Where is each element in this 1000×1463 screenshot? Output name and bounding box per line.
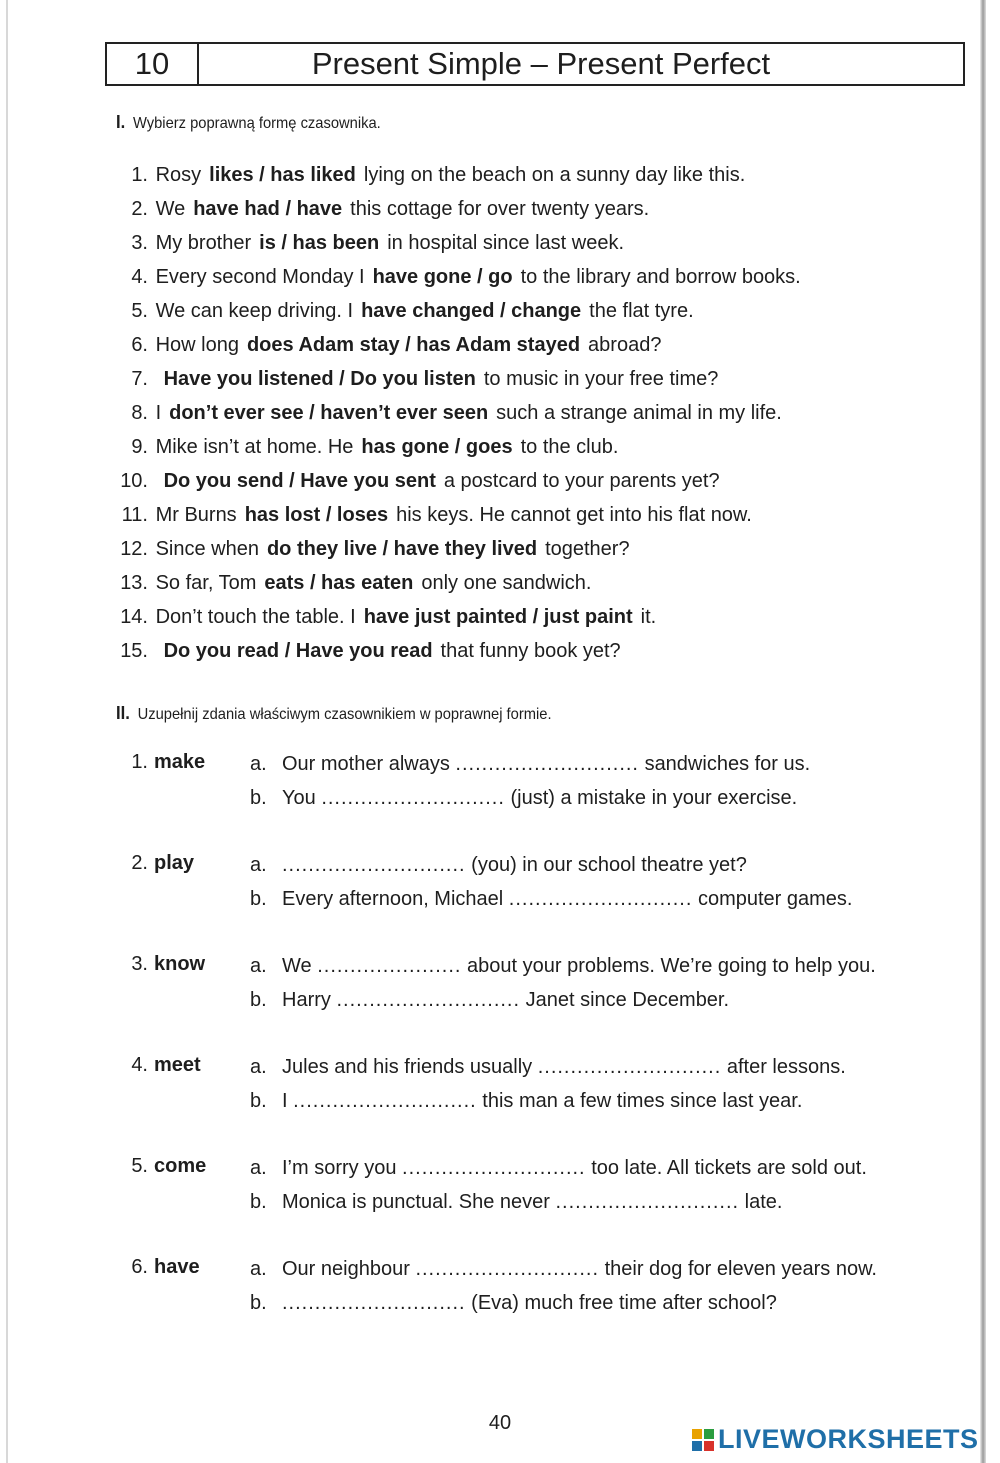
section-2-roman: II. — [116, 703, 130, 723]
sentence-b — [250, 882, 852, 916]
answer-blank[interactable]: ............................ — [415, 1258, 600, 1280]
sentence-letter: a. — [250, 1056, 267, 1078]
sentence-start: I — [155, 402, 162, 424]
verb-word: have — [154, 1256, 200, 1278]
sentence-a — [250, 1050, 846, 1084]
sentence-letter: a. — [250, 1258, 267, 1280]
exercise-2-group — [110, 846, 970, 947]
sentence-start: Our neighbour — [282, 1258, 410, 1280]
verb-choice[interactable]: has gone / goes — [361, 436, 513, 458]
answer-blank[interactable]: ............................ — [508, 888, 693, 910]
sentence-end: lying on the beach on a sunny day like this. — [363, 164, 746, 186]
sentence-b — [250, 983, 729, 1017]
answer-blank[interactable]: ............................ — [537, 1056, 722, 1078]
unit-number: 10 — [107, 44, 199, 84]
logo-square — [704, 1441, 714, 1451]
verb-choice[interactable]: Have you listened / Do you listen — [163, 368, 476, 390]
sentence-end: together? — [545, 538, 630, 560]
verb-choice[interactable]: do they live / have they lived — [266, 538, 538, 560]
logo-text: LIVEWORKSHEETS — [718, 1424, 979, 1454]
section-1-instruction — [116, 112, 381, 133]
group-number: 4. — [131, 1054, 148, 1076]
exercise-1-item — [110, 260, 890, 294]
sentence-a — [250, 1252, 877, 1286]
sentence-end: late. — [744, 1191, 783, 1213]
group-number: 2. — [131, 852, 148, 874]
sentence-start: Since when — [155, 538, 259, 560]
sentence-end: in hospital since last week. — [387, 232, 625, 254]
sentence-b — [250, 781, 797, 815]
sentence-end: his keys. He cannot get into his flat now. — [396, 504, 752, 526]
item-number: 5. — [131, 300, 148, 322]
sentence-start: We — [282, 955, 312, 977]
verb-word: come — [154, 1155, 207, 1177]
item-number: 6. — [131, 334, 148, 356]
sentence-b — [250, 1286, 777, 1320]
verb-label — [110, 1048, 201, 1082]
sentence-end: after lessons. — [726, 1056, 846, 1078]
exercise-1-item — [110, 498, 890, 532]
sentence-letter: b. — [250, 989, 267, 1011]
answer-blank[interactable]: ............................ — [282, 1292, 466, 1314]
item-number: 3. — [131, 232, 148, 254]
group-number: 5. — [131, 1155, 148, 1177]
verb-label — [110, 947, 205, 981]
sentence-start: We can keep driving. I — [155, 300, 354, 322]
item-number: 10. — [120, 470, 148, 492]
sentence-end: (just) a mistake in your exercise. — [510, 787, 798, 809]
sentence-end: such a strange animal in my life. — [496, 402, 782, 424]
exercise-1-item — [110, 464, 890, 498]
group-number: 6. — [131, 1256, 148, 1278]
section-1-instruction-text: Wybierz poprawną formę czasownika. — [132, 115, 381, 132]
verb-choice[interactable]: have had / have — [193, 198, 343, 220]
sentence-end: sandwiches for us. — [644, 753, 811, 775]
sentence-start: So far, Tom — [155, 572, 257, 594]
sentence-start: Jules and his friends usually — [282, 1056, 533, 1078]
verb-label — [110, 1250, 200, 1284]
sentence-a — [250, 1151, 867, 1185]
sentence-start: Monica is punctual. She never — [282, 1191, 550, 1213]
exercise-1-item — [110, 328, 890, 362]
scan-edge-right — [980, 0, 986, 1463]
sentence-start: Every afternoon, Michael — [282, 888, 504, 910]
group-number: 3. — [131, 953, 148, 975]
sentence-end: only one sandwich. — [421, 572, 592, 594]
item-number: 11. — [121, 504, 148, 526]
item-number: 9. — [131, 436, 148, 458]
verb-choice[interactable]: have gone / go — [372, 266, 513, 288]
page-number: 40 — [488, 1412, 512, 1434]
exercise-1-item — [110, 294, 890, 328]
sentence-end: Janet since December. — [525, 989, 730, 1011]
sentence-letter: a. — [250, 753, 267, 775]
sentence-end: to music in your free time? — [483, 368, 719, 390]
verb-choice[interactable]: don’t ever see / haven’t ever seen — [169, 402, 489, 424]
sentence-start: You — [282, 787, 316, 809]
sentence-end: (you) in our school theatre yet? — [471, 854, 747, 876]
verb-label — [110, 745, 205, 779]
unit-header — [105, 42, 965, 86]
item-number: 1. — [131, 164, 148, 186]
sentence-end: this cottage for over twenty years. — [350, 198, 650, 220]
verb-choice[interactable]: have changed / change — [361, 300, 582, 322]
scan-edge-left — [6, 0, 8, 1463]
exercise-1-item — [110, 566, 890, 600]
sentence-a — [250, 848, 747, 882]
exercise-1-item — [110, 600, 890, 634]
answer-blank[interactable]: ............................ — [282, 854, 466, 876]
sentence-a — [250, 949, 876, 983]
section-2-instruction-text: Uzupełnij zdania właściwym czasownikiem w poprawnej formie. — [137, 706, 552, 723]
logo-square — [692, 1441, 702, 1451]
sentence-start: Every second Monday I — [155, 266, 365, 288]
sentence-start: My brother — [155, 232, 252, 254]
exercise-2-group — [110, 947, 970, 1048]
sentence-b — [250, 1185, 782, 1219]
exercise-2-group — [110, 745, 970, 846]
item-number: 14. — [120, 606, 148, 628]
sentence-end: abroad? — [588, 334, 662, 356]
sentence-start: Mike isn’t at home. He — [155, 436, 354, 458]
answer-blank[interactable]: ............................ — [402, 1157, 586, 1179]
answer-blank[interactable]: ............................ — [336, 989, 521, 1011]
sentence-start: Rosy — [155, 164, 202, 186]
logo-squares-icon — [692, 1429, 714, 1451]
sentence-end: the flat tyre. — [589, 300, 694, 322]
sentence-end: to the library and borrow books. — [520, 266, 801, 288]
exercise-2-group — [110, 1250, 970, 1351]
verb-choice[interactable]: does Adam stay / has Adam stayed — [246, 334, 581, 356]
item-number: 15. — [120, 640, 148, 662]
verb-choice[interactable]: have just painted / just paint — [363, 606, 633, 628]
sentence-end: their dog for eleven years now. — [604, 1258, 877, 1280]
exercise-2-group — [110, 1149, 970, 1250]
verb-choice[interactable]: likes / has liked — [209, 164, 356, 186]
exercise-1-item — [110, 396, 890, 430]
exercise-1-item — [110, 430, 890, 464]
exercise-1-item — [110, 362, 890, 396]
unit-title: Present Simple – Present Perfect — [311, 46, 771, 81]
sentence-letter: a. — [250, 1157, 267, 1179]
item-number: 13. — [120, 572, 148, 594]
section-2-instruction — [116, 703, 552, 724]
sentence-letter: b. — [250, 1191, 267, 1213]
logo-square — [692, 1429, 702, 1439]
item-number: 4. — [131, 266, 148, 288]
item-number: 8. — [131, 402, 148, 424]
answer-blank[interactable]: ...................... — [317, 955, 462, 977]
sentence-a — [250, 747, 810, 781]
group-number: 1. — [131, 751, 148, 773]
item-number: 12. — [120, 538, 148, 560]
sentence-start: Harry — [282, 989, 331, 1011]
verb-choice[interactable]: Do you send / Have you sent — [163, 470, 436, 492]
verb-choice[interactable]: is / has been — [259, 232, 380, 254]
sentence-end: to the club. — [520, 436, 619, 458]
sentence-end: too late. All tickets are sold out. — [591, 1157, 867, 1179]
item-number: 2. — [131, 198, 148, 220]
sentence-letter: b. — [250, 1292, 267, 1314]
verb-choice[interactable]: eats / has eaten — [264, 572, 414, 594]
sentence-end: (Eva) much free time after school? — [471, 1292, 777, 1314]
sentence-letter: b. — [250, 1090, 267, 1112]
answer-blank[interactable]: ............................ — [293, 1090, 477, 1112]
exercise-2-list — [110, 745, 970, 1351]
verb-choice[interactable]: has lost / loses — [244, 504, 389, 526]
exercise-1-item — [110, 158, 890, 192]
verb-word: play — [154, 852, 195, 874]
exercise-1-list — [110, 158, 890, 668]
sentence-start: I’m sorry you — [282, 1157, 397, 1179]
answer-blank[interactable]: ............................ — [455, 753, 639, 775]
sentence-letter: a. — [250, 955, 267, 977]
verb-word: make — [154, 751, 206, 773]
item-number: 7. — [131, 368, 148, 390]
sentence-start: Don’t touch the table. I — [155, 606, 356, 628]
exercise-1-item — [110, 532, 890, 566]
verb-label — [110, 846, 194, 880]
exercise-1-item — [110, 634, 890, 668]
answer-blank[interactable]: ............................ — [321, 787, 505, 809]
sentence-end: it. — [640, 606, 657, 628]
verb-choice[interactable]: Do you read / Have you read — [163, 640, 433, 662]
sentence-letter: b. — [250, 888, 267, 910]
sentence-end: computer games. — [697, 888, 853, 910]
sentence-letter: b. — [250, 787, 267, 809]
verb-word: meet — [154, 1054, 201, 1076]
verb-label — [110, 1149, 206, 1183]
liveworksheets-logo — [692, 1424, 979, 1455]
exercise-1-item — [110, 226, 890, 260]
sentence-start: Our mother always — [282, 753, 450, 775]
sentence-letter: a. — [250, 854, 267, 876]
exercise-1-item — [110, 192, 890, 226]
sentence-start: We — [155, 198, 186, 220]
sentence-end: that funny book yet? — [440, 640, 621, 662]
sentence-end: a postcard to your parents yet? — [443, 470, 720, 492]
sentence-end: this man a few times since last year. — [482, 1090, 803, 1112]
logo-square — [704, 1429, 714, 1439]
sentence-end: about your problems. We’re going to help you. — [467, 955, 876, 977]
sentence-start: How long — [155, 334, 239, 356]
section-1-roman: I. — [116, 112, 126, 132]
sentence-b — [250, 1084, 802, 1118]
verb-word: know — [154, 953, 206, 975]
sentence-start: I — [282, 1090, 288, 1112]
answer-blank[interactable]: ............................ — [555, 1191, 740, 1213]
sentence-start: Mr Burns — [155, 504, 237, 526]
exercise-2-group — [110, 1048, 970, 1149]
